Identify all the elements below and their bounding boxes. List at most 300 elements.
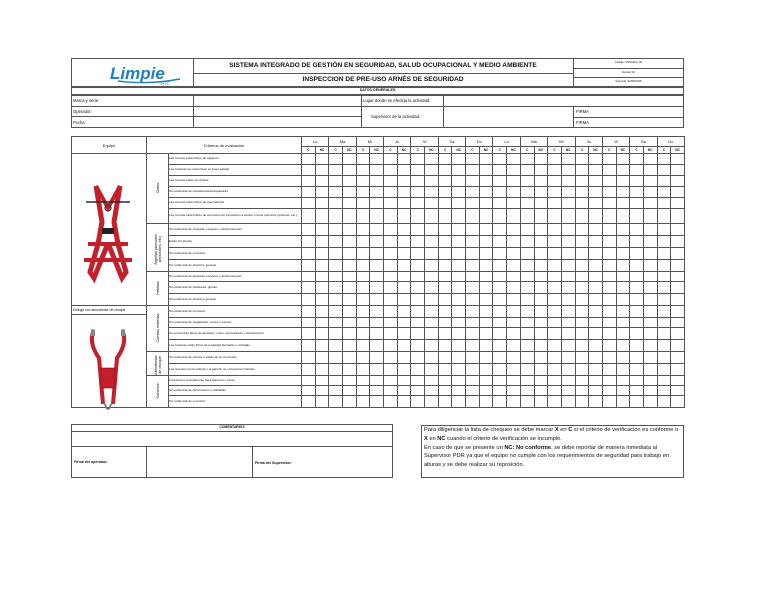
c-checkbox[interactable]: [657, 352, 671, 364]
c-checkbox[interactable]: [356, 236, 370, 248]
c-checkbox[interactable]: [329, 260, 343, 272]
nc-checkbox[interactable]: [479, 364, 493, 376]
nc-checkbox[interactable]: [452, 386, 466, 396]
nc-checkbox[interactable]: [343, 340, 357, 352]
c-checkbox[interactable]: [384, 364, 398, 376]
nc-checkbox[interactable]: [425, 352, 439, 364]
c-checkbox[interactable]: [548, 176, 562, 187]
c-checkbox[interactable]: [466, 198, 480, 209]
c-checkbox[interactable]: [384, 165, 398, 176]
c-checkbox[interactable]: [493, 352, 507, 364]
nc-checkbox[interactable]: [616, 236, 630, 248]
c-checkbox[interactable]: [493, 386, 507, 396]
c-checkbox[interactable]: [302, 187, 316, 198]
c-checkbox[interactable]: [493, 260, 507, 272]
nc-checkbox[interactable]: [534, 260, 548, 272]
nc-checkbox[interactable]: [370, 364, 384, 376]
nc-checkbox[interactable]: [425, 282, 439, 294]
nc-checkbox[interactable]: [397, 352, 411, 364]
c-checkbox[interactable]: [411, 198, 425, 209]
nc-checkbox[interactable]: [397, 396, 411, 408]
nc-checkbox[interactable]: [425, 154, 439, 165]
c-checkbox[interactable]: [438, 282, 452, 294]
c-checkbox[interactable]: [438, 272, 452, 282]
c-checkbox[interactable]: [657, 386, 671, 396]
c-checkbox[interactable]: [411, 294, 425, 306]
c-checkbox[interactable]: [493, 328, 507, 340]
nc-checkbox[interactable]: [315, 352, 329, 364]
c-checkbox[interactable]: [356, 396, 370, 408]
c-checkbox[interactable]: [657, 294, 671, 306]
nc-checkbox[interactable]: [589, 386, 603, 396]
nc-checkbox[interactable]: [616, 386, 630, 396]
c-checkbox[interactable]: [575, 209, 589, 224]
nc-checkbox[interactable]: [452, 154, 466, 165]
c-checkbox[interactable]: [657, 260, 671, 272]
nc-checkbox[interactable]: [643, 376, 657, 386]
nc-checkbox[interactable]: [534, 282, 548, 294]
c-checkbox[interactable]: [520, 376, 534, 386]
nc-checkbox[interactable]: [643, 176, 657, 187]
nc-checkbox[interactable]: [534, 272, 548, 282]
nc-checkbox[interactable]: [370, 209, 384, 224]
c-checkbox[interactable]: [411, 154, 425, 165]
c-checkbox[interactable]: [630, 376, 644, 386]
nc-checkbox[interactable]: [589, 306, 603, 318]
c-checkbox[interactable]: [657, 224, 671, 236]
c-checkbox[interactable]: [466, 224, 480, 236]
nc-checkbox[interactable]: [616, 318, 630, 328]
c-checkbox[interactable]: [630, 187, 644, 198]
nc-checkbox[interactable]: [397, 386, 411, 396]
c-checkbox[interactable]: [520, 187, 534, 198]
nc-checkbox[interactable]: [616, 328, 630, 340]
nc-checkbox[interactable]: [397, 318, 411, 328]
nc-checkbox[interactable]: [671, 176, 685, 187]
c-checkbox[interactable]: [520, 260, 534, 272]
nc-checkbox[interactable]: [671, 396, 685, 408]
nc-checkbox[interactable]: [534, 318, 548, 328]
nc-checkbox[interactable]: [643, 352, 657, 364]
nc-checkbox[interactable]: [452, 224, 466, 236]
c-checkbox[interactable]: [602, 154, 616, 165]
c-checkbox[interactable]: [493, 154, 507, 165]
nc-checkbox[interactable]: [425, 236, 439, 248]
c-checkbox[interactable]: [493, 236, 507, 248]
nc-checkbox[interactable]: [370, 154, 384, 165]
nc-checkbox[interactable]: [671, 248, 685, 260]
nc-checkbox[interactable]: [343, 376, 357, 386]
nc-checkbox[interactable]: [561, 376, 575, 386]
nc-checkbox[interactable]: [425, 198, 439, 209]
nc-checkbox[interactable]: [452, 282, 466, 294]
c-checkbox[interactable]: [329, 376, 343, 386]
c-checkbox[interactable]: [466, 396, 480, 408]
nc-checkbox[interactable]: [343, 165, 357, 176]
c-checkbox[interactable]: [466, 248, 480, 260]
nc-checkbox[interactable]: [589, 260, 603, 272]
c-checkbox[interactable]: [302, 260, 316, 272]
c-checkbox[interactable]: [493, 224, 507, 236]
nc-checkbox[interactable]: [507, 340, 521, 352]
nc-checkbox[interactable]: [643, 294, 657, 306]
nc-checkbox[interactable]: [397, 294, 411, 306]
nc-checkbox[interactable]: [671, 352, 685, 364]
nc-checkbox[interactable]: [425, 224, 439, 236]
c-checkbox[interactable]: [548, 352, 562, 364]
nc-checkbox[interactable]: [425, 176, 439, 187]
c-checkbox[interactable]: [438, 294, 452, 306]
c-checkbox[interactable]: [438, 176, 452, 187]
nc-checkbox[interactable]: [479, 386, 493, 396]
nc-checkbox[interactable]: [479, 236, 493, 248]
c-checkbox[interactable]: [602, 187, 616, 198]
nc-checkbox[interactable]: [452, 187, 466, 198]
nc-checkbox[interactable]: [643, 209, 657, 224]
nc-checkbox[interactable]: [589, 282, 603, 294]
nc-checkbox[interactable]: [589, 198, 603, 209]
nc-checkbox[interactable]: [425, 364, 439, 376]
c-checkbox[interactable]: [411, 340, 425, 352]
c-checkbox[interactable]: [329, 294, 343, 306]
nc-checkbox[interactable]: [370, 318, 384, 328]
nc-checkbox[interactable]: [643, 224, 657, 236]
nc-checkbox[interactable]: [479, 154, 493, 165]
nc-checkbox[interactable]: [507, 209, 521, 224]
nc-checkbox[interactable]: [343, 364, 357, 376]
c-checkbox[interactable]: [520, 209, 534, 224]
c-checkbox[interactable]: [411, 224, 425, 236]
c-checkbox[interactable]: [438, 352, 452, 364]
c-checkbox[interactable]: [356, 364, 370, 376]
nc-checkbox[interactable]: [561, 396, 575, 408]
c-checkbox[interactable]: [302, 165, 316, 176]
nc-checkbox[interactable]: [479, 376, 493, 386]
nc-checkbox[interactable]: [315, 236, 329, 248]
nc-checkbox[interactable]: [589, 187, 603, 198]
c-checkbox[interactable]: [302, 376, 316, 386]
nc-checkbox[interactable]: [479, 352, 493, 364]
nc-checkbox[interactable]: [452, 248, 466, 260]
c-checkbox[interactable]: [356, 248, 370, 260]
nc-checkbox[interactable]: [479, 282, 493, 294]
c-checkbox[interactable]: [466, 364, 480, 376]
c-checkbox[interactable]: [302, 340, 316, 352]
c-checkbox[interactable]: [302, 248, 316, 260]
c-checkbox[interactable]: [575, 376, 589, 386]
c-checkbox[interactable]: [329, 198, 343, 209]
nc-checkbox[interactable]: [452, 376, 466, 386]
nc-checkbox[interactable]: [397, 282, 411, 294]
c-checkbox[interactable]: [520, 352, 534, 364]
c-checkbox[interactable]: [302, 209, 316, 224]
c-checkbox[interactable]: [657, 340, 671, 352]
c-checkbox[interactable]: [329, 318, 343, 328]
nc-checkbox[interactable]: [370, 224, 384, 236]
nc-checkbox[interactable]: [561, 318, 575, 328]
c-checkbox[interactable]: [466, 236, 480, 248]
c-checkbox[interactable]: [356, 340, 370, 352]
nc-checkbox[interactable]: [534, 376, 548, 386]
nc-checkbox[interactable]: [589, 396, 603, 408]
c-checkbox[interactable]: [630, 209, 644, 224]
c-checkbox[interactable]: [602, 209, 616, 224]
nc-checkbox[interactable]: [370, 236, 384, 248]
nc-checkbox[interactable]: [479, 198, 493, 209]
c-checkbox[interactable]: [411, 396, 425, 408]
c-checkbox[interactable]: [329, 248, 343, 260]
nc-checkbox[interactable]: [370, 198, 384, 209]
nc-checkbox[interactable]: [589, 165, 603, 176]
nc-checkbox[interactable]: [425, 318, 439, 328]
nc-checkbox[interactable]: [616, 272, 630, 282]
c-checkbox[interactable]: [411, 282, 425, 294]
nc-checkbox[interactable]: [425, 260, 439, 272]
c-checkbox[interactable]: [520, 272, 534, 282]
c-checkbox[interactable]: [466, 187, 480, 198]
nc-checkbox[interactable]: [561, 282, 575, 294]
nc-checkbox[interactable]: [370, 187, 384, 198]
c-checkbox[interactable]: [602, 318, 616, 328]
nc-checkbox[interactable]: [643, 272, 657, 282]
nc-checkbox[interactable]: [671, 272, 685, 282]
c-checkbox[interactable]: [630, 364, 644, 376]
c-checkbox[interactable]: [657, 306, 671, 318]
c-checkbox[interactable]: [602, 396, 616, 408]
nc-checkbox[interactable]: [315, 396, 329, 408]
nc-checkbox[interactable]: [643, 364, 657, 376]
c-checkbox[interactable]: [657, 396, 671, 408]
nc-checkbox[interactable]: [616, 282, 630, 294]
c-checkbox[interactable]: [520, 294, 534, 306]
c-checkbox[interactable]: [466, 272, 480, 282]
nc-checkbox[interactable]: [534, 396, 548, 408]
nc-checkbox[interactable]: [643, 248, 657, 260]
nc-checkbox[interactable]: [507, 176, 521, 187]
nc-checkbox[interactable]: [643, 260, 657, 272]
nc-checkbox[interactable]: [425, 165, 439, 176]
nc-checkbox[interactable]: [343, 306, 357, 318]
c-checkbox[interactable]: [411, 272, 425, 282]
c-checkbox[interactable]: [493, 364, 507, 376]
nc-checkbox[interactable]: [616, 176, 630, 187]
c-checkbox[interactable]: [356, 272, 370, 282]
nc-checkbox[interactable]: [589, 154, 603, 165]
nc-checkbox[interactable]: [534, 154, 548, 165]
nc-checkbox[interactable]: [315, 165, 329, 176]
c-checkbox[interactable]: [466, 176, 480, 187]
c-checkbox[interactable]: [466, 340, 480, 352]
nc-checkbox[interactable]: [343, 318, 357, 328]
c-checkbox[interactable]: [548, 396, 562, 408]
nc-checkbox[interactable]: [452, 165, 466, 176]
nc-checkbox[interactable]: [616, 364, 630, 376]
nc-checkbox[interactable]: [452, 306, 466, 318]
nc-checkbox[interactable]: [479, 176, 493, 187]
c-checkbox[interactable]: [438, 396, 452, 408]
c-checkbox[interactable]: [520, 198, 534, 209]
c-checkbox[interactable]: [329, 176, 343, 187]
c-checkbox[interactable]: [411, 236, 425, 248]
c-checkbox[interactable]: [384, 198, 398, 209]
c-checkbox[interactable]: [438, 198, 452, 209]
nc-checkbox[interactable]: [616, 306, 630, 318]
c-checkbox[interactable]: [411, 352, 425, 364]
nc-checkbox[interactable]: [479, 396, 493, 408]
nc-checkbox[interactable]: [671, 306, 685, 318]
nc-checkbox[interactable]: [343, 260, 357, 272]
nc-checkbox[interactable]: [343, 386, 357, 396]
c-checkbox[interactable]: [384, 224, 398, 236]
c-checkbox[interactable]: [630, 318, 644, 328]
c-checkbox[interactable]: [329, 209, 343, 224]
c-checkbox[interactable]: [329, 236, 343, 248]
nc-checkbox[interactable]: [452, 352, 466, 364]
nc-checkbox[interactable]: [616, 209, 630, 224]
nc-checkbox[interactable]: [479, 340, 493, 352]
c-checkbox[interactable]: [548, 209, 562, 224]
c-checkbox[interactable]: [493, 272, 507, 282]
nc-checkbox[interactable]: [343, 154, 357, 165]
c-checkbox[interactable]: [657, 187, 671, 198]
c-checkbox[interactable]: [438, 209, 452, 224]
c-checkbox[interactable]: [493, 376, 507, 386]
c-checkbox[interactable]: [384, 260, 398, 272]
c-checkbox[interactable]: [548, 198, 562, 209]
nc-checkbox[interactable]: [507, 198, 521, 209]
nc-checkbox[interactable]: [561, 165, 575, 176]
nc-checkbox[interactable]: [425, 294, 439, 306]
nc-checkbox[interactable]: [479, 165, 493, 176]
nc-checkbox[interactable]: [534, 176, 548, 187]
c-checkbox[interactable]: [548, 364, 562, 376]
c-checkbox[interactable]: [438, 306, 452, 318]
c-checkbox[interactable]: [411, 376, 425, 386]
c-checkbox[interactable]: [575, 282, 589, 294]
nc-checkbox[interactable]: [589, 294, 603, 306]
nc-checkbox[interactable]: [589, 318, 603, 328]
c-checkbox[interactable]: [657, 198, 671, 209]
c-checkbox[interactable]: [356, 198, 370, 209]
c-checkbox[interactable]: [384, 340, 398, 352]
nc-checkbox[interactable]: [671, 209, 685, 224]
c-checkbox[interactable]: [438, 224, 452, 236]
nc-checkbox[interactable]: [315, 272, 329, 282]
c-checkbox[interactable]: [411, 328, 425, 340]
c-checkbox[interactable]: [602, 294, 616, 306]
c-checkbox[interactable]: [411, 248, 425, 260]
nc-checkbox[interactable]: [343, 352, 357, 364]
c-checkbox[interactable]: [384, 328, 398, 340]
nc-checkbox[interactable]: [671, 224, 685, 236]
c-checkbox[interactable]: [411, 165, 425, 176]
nc-checkbox[interactable]: [397, 176, 411, 187]
c-checkbox[interactable]: [329, 396, 343, 408]
c-checkbox[interactable]: [302, 236, 316, 248]
nc-checkbox[interactable]: [643, 396, 657, 408]
c-checkbox[interactable]: [329, 364, 343, 376]
c-checkbox[interactable]: [302, 198, 316, 209]
c-checkbox[interactable]: [356, 352, 370, 364]
nc-checkbox[interactable]: [534, 236, 548, 248]
c-checkbox[interactable]: [630, 386, 644, 396]
nc-checkbox[interactable]: [561, 198, 575, 209]
nc-checkbox[interactable]: [643, 340, 657, 352]
c-checkbox[interactable]: [493, 282, 507, 294]
nc-checkbox[interactable]: [589, 272, 603, 282]
c-checkbox[interactable]: [384, 176, 398, 187]
nc-checkbox[interactable]: [315, 376, 329, 386]
c-checkbox[interactable]: [493, 176, 507, 187]
c-checkbox[interactable]: [520, 318, 534, 328]
nc-checkbox[interactable]: [534, 224, 548, 236]
nc-checkbox[interactable]: [534, 328, 548, 340]
nc-checkbox[interactable]: [671, 187, 685, 198]
c-checkbox[interactable]: [384, 294, 398, 306]
nc-checkbox[interactable]: [507, 154, 521, 165]
c-checkbox[interactable]: [411, 386, 425, 396]
nc-checkbox[interactable]: [616, 248, 630, 260]
c-checkbox[interactable]: [575, 328, 589, 340]
nc-checkbox[interactable]: [507, 260, 521, 272]
c-checkbox[interactable]: [302, 282, 316, 294]
c-checkbox[interactable]: [630, 176, 644, 187]
nc-checkbox[interactable]: [315, 187, 329, 198]
nc-checkbox[interactable]: [507, 236, 521, 248]
c-checkbox[interactable]: [329, 340, 343, 352]
c-checkbox[interactable]: [602, 248, 616, 260]
c-checkbox[interactable]: [438, 386, 452, 396]
c-checkbox[interactable]: [548, 386, 562, 396]
c-checkbox[interactable]: [302, 318, 316, 328]
c-checkbox[interactable]: [575, 340, 589, 352]
c-checkbox[interactable]: [548, 328, 562, 340]
c-checkbox[interactable]: [302, 294, 316, 306]
c-checkbox[interactable]: [630, 340, 644, 352]
nc-checkbox[interactable]: [452, 396, 466, 408]
nc-checkbox[interactable]: [507, 165, 521, 176]
c-checkbox[interactable]: [356, 318, 370, 328]
nc-checkbox[interactable]: [343, 224, 357, 236]
nc-checkbox[interactable]: [561, 352, 575, 364]
nc-checkbox[interactable]: [534, 248, 548, 260]
c-checkbox[interactable]: [575, 236, 589, 248]
nc-checkbox[interactable]: [507, 318, 521, 328]
nc-checkbox[interactable]: [370, 306, 384, 318]
nc-checkbox[interactable]: [671, 236, 685, 248]
nc-checkbox[interactable]: [315, 176, 329, 187]
nc-checkbox[interactable]: [589, 236, 603, 248]
nc-checkbox[interactable]: [507, 248, 521, 260]
nc-checkbox[interactable]: [507, 376, 521, 386]
c-checkbox[interactable]: [329, 165, 343, 176]
c-checkbox[interactable]: [438, 328, 452, 340]
c-checkbox[interactable]: [384, 209, 398, 224]
c-checkbox[interactable]: [630, 198, 644, 209]
nc-checkbox[interactable]: [370, 272, 384, 282]
nc-checkbox[interactable]: [425, 187, 439, 198]
c-checkbox[interactable]: [493, 198, 507, 209]
nc-checkbox[interactable]: [507, 328, 521, 340]
c-checkbox[interactable]: [411, 364, 425, 376]
c-checkbox[interactable]: [466, 294, 480, 306]
nc-checkbox[interactable]: [397, 364, 411, 376]
nc-checkbox[interactable]: [397, 376, 411, 386]
nc-checkbox[interactable]: [397, 154, 411, 165]
nc-checkbox[interactable]: [425, 328, 439, 340]
nc-checkbox[interactable]: [671, 340, 685, 352]
c-checkbox[interactable]: [548, 187, 562, 198]
